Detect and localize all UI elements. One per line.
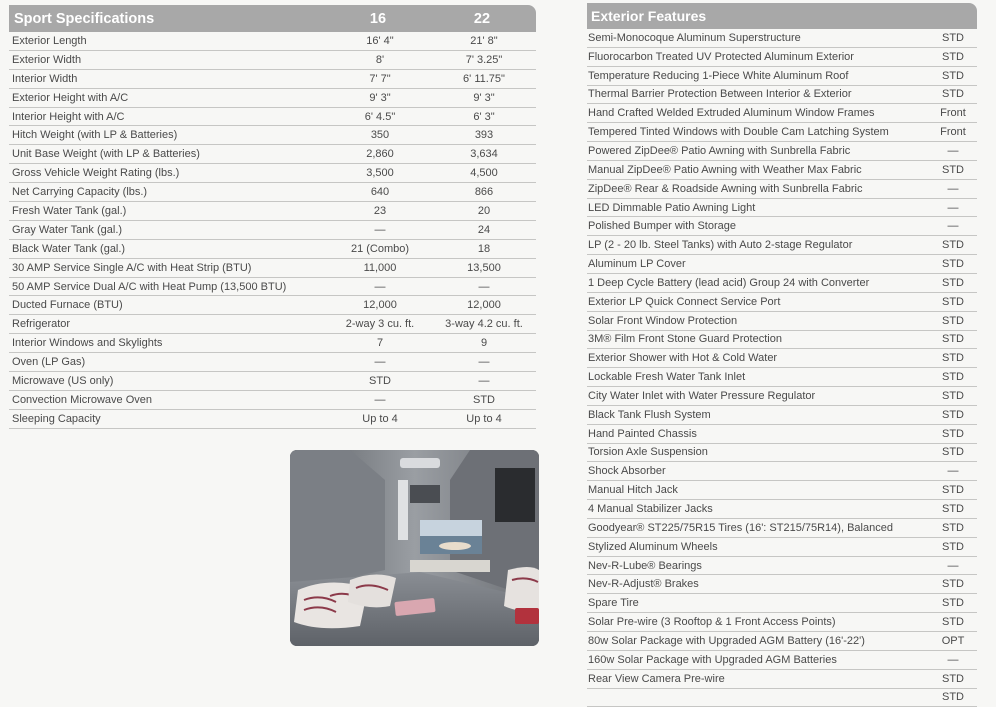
table-row: [587, 689, 977, 707]
feature-label: Black Tank Flush System: [588, 408, 711, 421]
column-header-22: 22: [473, 10, 491, 27]
feature-value: —: [947, 559, 959, 572]
spec-value-16: —: [374, 223, 386, 236]
spec-rows: [9, 32, 536, 429]
table-row: [587, 575, 977, 594]
table-row: [9, 89, 536, 108]
feature-label: Semi-Monocoque Aluminum Superstructure: [588, 31, 801, 44]
feature-value: STD: [942, 484, 964, 497]
table-row: [587, 331, 977, 350]
spec-value-22: 24: [477, 223, 491, 236]
table-row: [587, 67, 977, 86]
table-row: [9, 391, 536, 410]
spec-value-16: 7: [376, 337, 384, 350]
feature-label: 160w Solar Package with Upgraded AGM Batteries: [588, 653, 837, 666]
feature-value: STD: [942, 239, 964, 252]
feature-value: STD: [942, 31, 964, 44]
table-row: [587, 425, 977, 444]
feature-label: LP (2 - 20 lb. Steel Tanks) with Auto 2-stage Regulator: [588, 239, 853, 252]
spec-value-16: 6' 4.5": [364, 110, 396, 123]
table-row: [587, 161, 977, 180]
table-row: [9, 315, 536, 334]
feature-value: OPT: [941, 634, 965, 647]
feature-value: Front: [940, 107, 966, 120]
feature-value: —: [947, 182, 959, 195]
table-row: [587, 632, 977, 651]
table-row: [587, 293, 977, 312]
feature-value: —: [947, 144, 959, 157]
feature-label: Hand Painted Chassis: [588, 427, 697, 440]
table-row: [9, 334, 536, 353]
table-row: [587, 613, 977, 632]
spec-value-22: STD: [473, 393, 495, 406]
table-row: [587, 48, 977, 67]
table-row: [9, 240, 536, 259]
table-row: [587, 557, 977, 576]
table-row: [9, 278, 536, 297]
table-row: [9, 51, 536, 70]
feature-value: STD: [942, 616, 964, 629]
exterior-features-table: [587, 3, 977, 707]
spec-value-22: 3,634: [470, 148, 498, 161]
table-row: [587, 255, 977, 274]
feature-label: Manual ZipDee® Patio Awning with Weather Max Fabric: [588, 163, 862, 176]
feature-label: Stylized Aluminum Wheels: [588, 540, 718, 553]
feature-value: STD: [942, 540, 964, 553]
feature-label: Spare Tire: [588, 597, 639, 610]
table-row: [587, 123, 977, 142]
feature-label: Exterior LP Quick Connect Service Port: [588, 295, 781, 308]
spec-value-22: 20: [477, 204, 491, 217]
spec-label: Exterior Length: [12, 34, 87, 47]
feature-rows: [587, 29, 977, 707]
spec-value-16: STD: [369, 374, 391, 387]
exterior-features-header: [587, 3, 977, 29]
feature-label: Temperature Reducing 1-Piece White Aluminum Roof: [588, 69, 849, 82]
spec-label: Interior Width: [12, 72, 78, 85]
table-row: [587, 500, 977, 519]
spec-value-22: 7' 3.25": [465, 53, 503, 66]
spec-label: Microwave (US only): [12, 374, 114, 387]
feature-value: STD: [942, 295, 964, 308]
feature-label: Fluorocarbon Treated UV Protected Aluminum Exterior: [588, 50, 854, 63]
spec-value-22: 12,000: [467, 299, 501, 312]
table-row: [9, 202, 536, 221]
table-row: [9, 259, 536, 278]
spec-value-22: 18: [477, 242, 491, 255]
table-row: [587, 29, 977, 48]
trailer-interior-photo: [290, 450, 539, 646]
spec-label: Sleeping Capacity: [12, 412, 101, 425]
spec-value-16: 21 (Combo): [350, 242, 410, 255]
spec-value-16: 640: [370, 186, 390, 199]
feature-label: LED Dimmable Patio Awning Light: [588, 201, 756, 214]
table-row: [9, 164, 536, 183]
feature-label: Rear View Camera Pre-wire: [588, 672, 725, 685]
feature-value: STD: [942, 389, 964, 402]
feature-value: STD: [942, 503, 964, 516]
feature-value: —: [947, 465, 959, 478]
table-row: [587, 444, 977, 463]
spec-label: Fresh Water Tank (gal.): [12, 204, 127, 217]
table-row: [587, 462, 977, 481]
feature-label: Hand Crafted Welded Extruded Aluminum Window Frames: [588, 107, 875, 120]
table-row: [9, 126, 536, 145]
table-row: [587, 104, 977, 123]
spec-value-16: —: [374, 393, 386, 406]
table-row: [587, 199, 977, 218]
feature-label: Lockable Fresh Water Tank Inlet: [588, 371, 746, 384]
table-title: Sport Specifications: [14, 10, 155, 27]
feature-value: STD: [942, 371, 964, 384]
spec-value-16: 7' 7": [369, 72, 391, 85]
feature-label: Polished Bumper with Storage: [588, 220, 736, 233]
feature-label: Torsion Axle Suspension: [588, 446, 708, 459]
spec-value-16: 2,860: [366, 148, 394, 161]
feature-value: —: [947, 201, 959, 214]
table-row: [587, 349, 977, 368]
spec-value-16: 350: [370, 129, 390, 142]
spec-value-16: 2-way 3 cu. ft.: [345, 318, 415, 331]
spec-value-16: 9' 3": [369, 91, 391, 104]
table-row: [587, 406, 977, 425]
spec-value-22: 6' 3": [473, 110, 495, 123]
feature-value: STD: [942, 672, 964, 685]
spec-value-22: 9: [480, 337, 488, 350]
table-row: [587, 180, 977, 199]
feature-value: STD: [942, 352, 964, 365]
table-row: [587, 594, 977, 613]
table-row: [9, 108, 536, 127]
feature-value: STD: [942, 258, 964, 271]
table-row: [9, 70, 536, 89]
spec-value-22: —: [478, 374, 490, 387]
table-row: [587, 538, 977, 557]
feature-label: Exterior Shower with Hot & Cold Water: [588, 352, 778, 365]
spec-label: Interior Windows and Skylights: [12, 337, 163, 350]
table-row: [587, 519, 977, 538]
table-row: [587, 387, 977, 406]
spec-value-16: 11,000: [363, 261, 397, 274]
table-row: [9, 296, 536, 315]
feature-value: STD: [942, 597, 964, 610]
column-header-16: 16: [369, 10, 387, 27]
spec-value-22: 21' 8": [470, 34, 498, 47]
spec-value-16: 3,500: [366, 167, 394, 180]
feature-value: STD: [942, 163, 964, 176]
feature-label: 1 Deep Cycle Battery (lead acid) Group 24 with Converter: [588, 276, 870, 289]
spec-label: Black Water Tank (gal.): [12, 242, 126, 255]
spec-label: Refrigerator: [12, 318, 71, 331]
feature-label: Manual Hitch Jack: [588, 484, 678, 497]
feature-label: Solar Pre-wire (3 Rooftop & 1 Front Access Points): [588, 616, 836, 629]
feature-value: STD: [942, 50, 964, 63]
feature-label: City Water Inlet with Water Pressure Regulator: [588, 389, 816, 402]
table-row: [587, 236, 977, 255]
spec-label: Exterior Height with A/C: [12, 91, 129, 104]
feature-value: —: [947, 653, 959, 666]
table-title: Exterior Features: [591, 8, 707, 24]
spec-label: Gray Water Tank (gal.): [12, 223, 123, 236]
table-row: [587, 86, 977, 105]
table-row: [587, 142, 977, 161]
table-row: [587, 670, 977, 689]
feature-value: STD: [942, 578, 964, 591]
spec-value-16: —: [374, 280, 386, 293]
spec-value-22: —: [478, 280, 490, 293]
table-row: [9, 372, 536, 391]
spec-value-22: 3-way 4.2 cu. ft.: [445, 318, 523, 331]
table-row: [587, 481, 977, 500]
feature-value: STD: [942, 521, 964, 534]
feature-label: 4 Manual Stabilizer Jacks: [588, 503, 713, 516]
feature-label: Goodyear® ST225/75R15 Tires (16': ST215/75R14), Balanced: [588, 521, 893, 534]
spec-value-16: 16' 4": [366, 34, 394, 47]
feature-label: Aluminum LP Cover: [588, 258, 686, 271]
spec-label: Ducted Furnace (BTU): [12, 299, 123, 312]
spec-value-16: —: [374, 356, 386, 369]
spec-value-22: —: [478, 356, 490, 369]
feature-label: Powered ZipDee® Patio Awning with Sunbrella Fabric: [588, 144, 851, 157]
sport-specifications-table: [9, 5, 536, 429]
spec-label: Interior Height with A/C: [12, 110, 125, 123]
interior-photo-image: [290, 450, 539, 646]
feature-label: ZipDee® Rear & Roadside Awning with Sunbrella Fabric: [588, 182, 863, 195]
table-row: [587, 651, 977, 670]
spec-value-22: 866: [474, 186, 494, 199]
spec-value-22: 9' 3": [473, 91, 495, 104]
spec-label: Hitch Weight (with LP & Batteries): [12, 129, 178, 142]
spec-label: Exterior Width: [12, 53, 82, 66]
feature-value: STD: [942, 276, 964, 289]
spec-label: Oven (LP Gas): [12, 356, 86, 369]
feature-value: STD: [942, 314, 964, 327]
spec-value-22: 13,500: [467, 261, 501, 274]
feature-label: Solar Front Window Protection: [588, 314, 738, 327]
feature-label: Nev-R-Lube® Bearings: [588, 559, 702, 572]
feature-value: STD: [942, 88, 964, 101]
spec-value-22: 393: [474, 129, 494, 142]
feature-value: STD: [942, 408, 964, 421]
table-row: [9, 221, 536, 240]
table-row: [587, 274, 977, 293]
spec-value-16: Up to 4: [362, 412, 398, 425]
feature-label: Tempered Tinted Windows with Double Cam Latching System: [588, 126, 889, 139]
feature-value: Front: [940, 126, 966, 139]
feature-value: STD: [942, 691, 964, 704]
feature-value: —: [947, 220, 959, 233]
table-row: [9, 410, 536, 429]
feature-label: Nev-R-Adjust® Brakes: [588, 578, 699, 591]
table-row: [9, 353, 536, 372]
feature-label: 3M® Film Front Stone Guard Protection: [588, 333, 782, 346]
table-row: [9, 183, 536, 202]
table-row: [587, 312, 977, 331]
feature-value: STD: [942, 446, 964, 459]
spec-value-22: 4,500: [470, 167, 498, 180]
spec-label: Convection Microwave Oven: [12, 393, 153, 406]
feature-value: STD: [942, 69, 964, 82]
feature-label: 80w Solar Package with Upgraded AGM Battery (16'-22'): [588, 634, 865, 647]
feature-value: STD: [942, 427, 964, 440]
spec-value-16: 12,000: [363, 299, 397, 312]
table-row: [587, 217, 977, 236]
spec-label: Net Carrying Capacity (lbs.): [12, 186, 148, 199]
feature-value: STD: [942, 333, 964, 346]
table-row: [9, 32, 536, 51]
spec-label: Gross Vehicle Weight Rating (lbs.): [12, 167, 180, 180]
sport-specifications-header: [9, 5, 536, 32]
spec-label: 50 AMP Service Dual A/C with Heat Pump (13,500 BTU): [12, 280, 287, 293]
table-row: [587, 368, 977, 387]
table-row: [9, 145, 536, 164]
spec-label: Unit Base Weight (with LP & Batteries): [12, 148, 200, 161]
spec-label: 30 AMP Service Single A/C with Heat Strip (BTU): [12, 261, 252, 274]
spec-value-22: Up to 4: [466, 412, 502, 425]
spec-value-22: 6' 11.75": [463, 72, 505, 85]
feature-label: Shock Absorber: [588, 465, 666, 478]
feature-label: Thermal Barrier Protection Between Interior & Exterior: [588, 88, 852, 101]
spec-value-16: 23: [373, 204, 387, 217]
spec-value-16: 8': [375, 53, 385, 66]
